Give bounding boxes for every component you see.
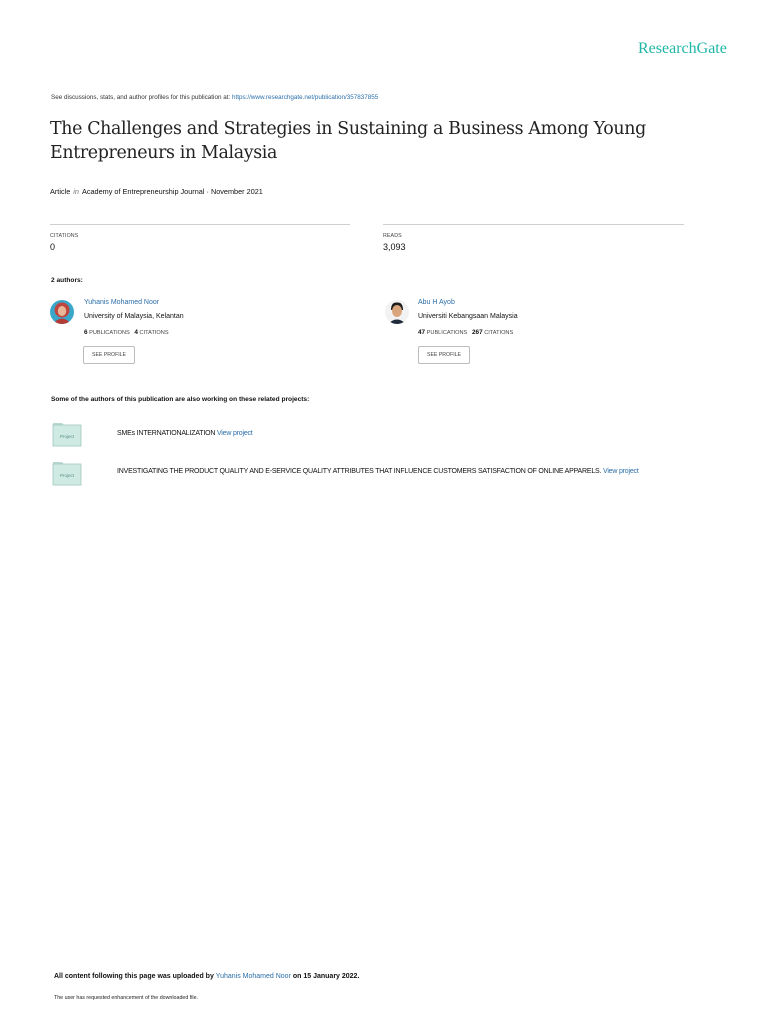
paper-meta [50, 187, 263, 196]
project-icon-label: Project [59, 434, 75, 439]
citations-count: 4 [134, 329, 138, 336]
avatar[interactable] [385, 300, 409, 324]
avatar[interactable] [50, 300, 74, 324]
researchgate-logo[interactable]: ResearchGate [638, 40, 727, 57]
paper-type: Article [50, 187, 71, 196]
author-name-link[interactable]: Yuhanis Mohamed Noor [84, 299, 160, 306]
paper-title: The Challenges and Strategies in Sustaining a Business Among Young Entrepreneurs in Malaysia [50, 119, 646, 163]
project-icon [52, 460, 82, 486]
upload-note [54, 973, 359, 980]
project-icon [52, 421, 82, 447]
reads-label: READS [383, 233, 402, 239]
reads-divider [383, 224, 684, 225]
author-stats [84, 329, 169, 336]
author-stats [418, 329, 513, 336]
uploader-link[interactable]: Yuhanis Mohamed Noor [215, 973, 291, 980]
authors-label: 2 authors: [51, 277, 83, 284]
project-name: SMEs INTERNATIONALIZATION [117, 430, 216, 437]
citations-value: 0 [50, 242, 56, 252]
publications-label: PUBLICATIONS [89, 330, 130, 336]
publications-count: 6 [84, 329, 88, 336]
related-projects-heading: Some of the authors of this publication are also working on these related projects: [51, 396, 310, 403]
citations-label: CITATIONS [484, 330, 514, 336]
see-profile-button[interactable]: SEE PROFILE [418, 346, 470, 364]
journal-date[interactable]: Academy of Entrepreneurship Journal · November 2021 [81, 187, 263, 196]
project-item [117, 468, 639, 475]
author-institution: Universiti Kebangsaan Malaysia [418, 313, 518, 320]
view-project-link[interactable]: View project [216, 430, 253, 437]
publication-url-link[interactable]: https://www.researchgate.net/publication/357837855 [231, 94, 379, 101]
author-name-link[interactable]: Abu H Ayob [418, 299, 455, 306]
reads-value: 3,093 [383, 242, 406, 252]
publications-label: PUBLICATIONS [426, 330, 468, 336]
project-name: INVESTIGATING THE PRODUCT QUALITY AND E-SERVICE QUALITY ATTRIBUTES THAT INFLUENCE CUSTOMERS SATISFACTION OF ONLINE APPARELS. [117, 468, 602, 475]
enhancement-note: The user has requested enhancement of the downloaded file. [54, 995, 198, 1001]
discussion-line [51, 94, 378, 101]
upload-suffix: on 15 January 2022. [292, 973, 360, 980]
publications-count: 47 [418, 329, 426, 336]
project-item [117, 430, 253, 437]
citations-divider [50, 224, 350, 225]
project-icon-label: Project [59, 473, 75, 478]
citations-label: CITATIONS [50, 233, 79, 239]
discussion-prefix: See discussions, stats, and author profiles for this publication at: [51, 94, 232, 101]
see-profile-button[interactable]: SEE PROFILE [83, 346, 135, 364]
author-institution: University of Malaysia, Kelantan [84, 313, 184, 320]
view-project-link[interactable]: View project [602, 468, 639, 475]
in-word: in [73, 187, 79, 196]
citations-count: 267 [471, 329, 483, 336]
citations-label: CITATIONS [139, 330, 169, 336]
upload-prefix: All content following this page was uploaded by [54, 973, 214, 980]
